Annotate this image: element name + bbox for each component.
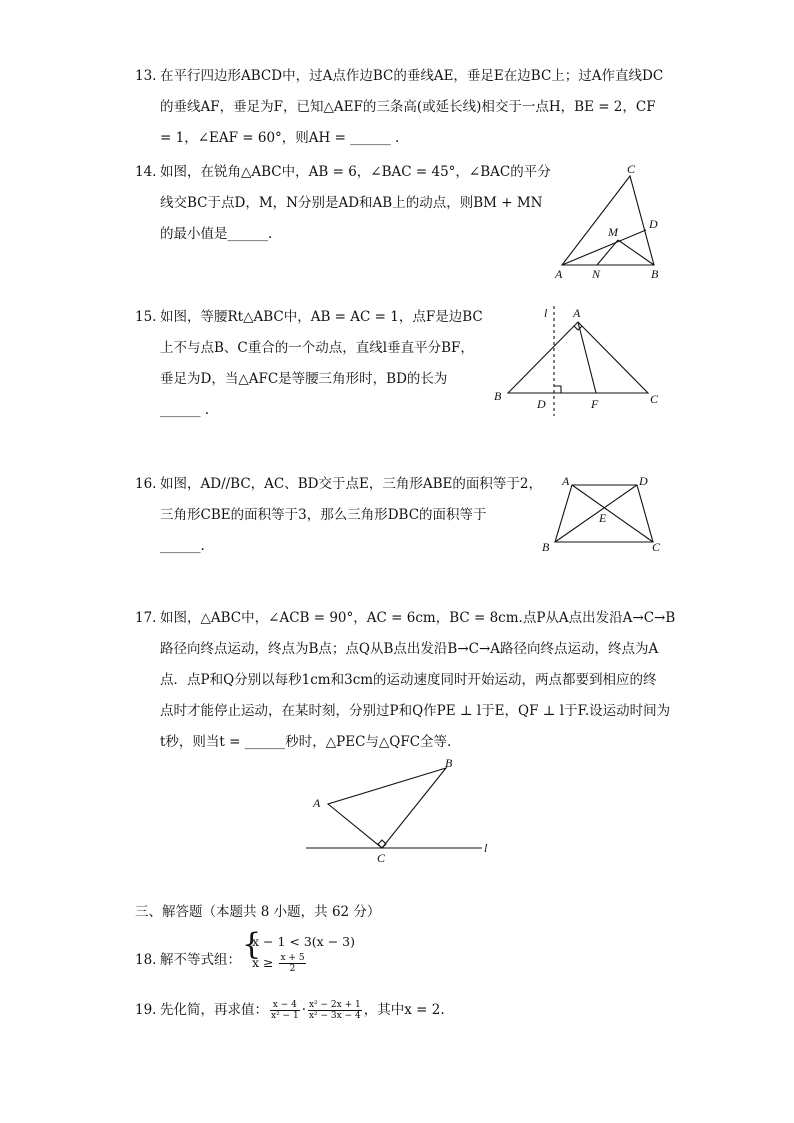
q14-figure <box>550 158 670 283</box>
q16-line-1: 如图，AD//BC，AC、BD交于点E，三角形ABE的面积等于2， <box>160 476 542 492</box>
q14-segment-mn <box>597 240 618 265</box>
q19-fraction-2-numerator: x² − 2x + 1 <box>308 1000 361 1010</box>
q15-label-c: C <box>650 392 659 406</box>
q16-label-c: C <box>652 540 661 554</box>
q17-number: 17. <box>135 610 157 626</box>
q16-line-2: 三角形CBE的面积等于3，那么三角形DBC的面积等于 <box>160 507 487 523</box>
q16-diagonal-ac <box>572 485 653 542</box>
q15-right-angle-mark-d <box>554 386 561 393</box>
q18-number: 18. <box>135 952 157 968</box>
q18-ineq2-lhs: x ≥ <box>252 955 274 970</box>
q13-line-2: 的垂线AF，垂足为F，已知△AEF的三条高(或延长线)相交于一点H，BE = 2，CF <box>160 99 656 115</box>
q16-label-b: B <box>542 540 550 554</box>
q14-number: 14. <box>135 164 157 180</box>
q13-line-3: = 1，∠EAF = 60°，则AH = ______ . <box>160 130 400 146</box>
q19-dot: · <box>301 1002 306 1018</box>
q15-line-3: 垂足为D，当△AFC是等腰三角形时，BD的长为 <box>160 371 448 387</box>
q19-number: 19. <box>135 1002 157 1018</box>
q16-figure <box>535 470 670 560</box>
q14-label-m: M <box>608 225 618 239</box>
q14-label-c: C <box>627 162 636 176</box>
q17-line-5: t秒，则当t = ______秒时，△PEC与△QFC全等. <box>160 734 452 750</box>
q14-line-1: 如图，在锐角△ABC中，AB = 6，∠BAC = 45°，∠BAC的平分 <box>160 164 551 180</box>
q19-fraction-2-denominator: x² − 3x − 4 <box>308 1011 361 1021</box>
q18-prefix: 解不等式组： <box>160 952 241 968</box>
q17-label-l: l <box>484 841 488 855</box>
q14-label-n: N <box>592 267 601 281</box>
q19-fraction-1-numerator: x − 4 <box>270 1000 300 1011</box>
q15-label-b: B <box>494 389 502 403</box>
q15-segment-af <box>578 322 596 393</box>
q18-inequality-2 <box>252 953 308 974</box>
q17-line-2: 路径向终点运动，终点为B点；点Q从B点出发沿B→C→A路径向终点运动，终点为A <box>160 641 659 657</box>
q15-triangle <box>508 322 648 393</box>
q18-brace: { <box>242 927 262 962</box>
q16-number: 16. <box>135 476 157 492</box>
q14-label-d: D <box>649 217 658 231</box>
q19-expression <box>160 996 445 1024</box>
q13-line-1: 在平行四边形ABCD中，过A点作边BC的垂线AE，垂足E在边BC上；过A作直线DC <box>160 68 664 84</box>
q15-number: 15. <box>135 309 157 325</box>
q14-line-3: 的最小值是______. <box>160 226 273 242</box>
q18-fraction <box>279 953 305 974</box>
q19-fraction-1 <box>270 1000 300 1021</box>
q19-prefix: 先化简，再求值： <box>160 1002 268 1018</box>
q15-label-l: l <box>544 306 548 320</box>
q17-line-3: 点．点P和Q分别以每秒1cm和3cm的运动速度同时开始运动，两点都要到相应的终 <box>160 672 657 688</box>
q17-label-a: A <box>313 796 321 810</box>
q18-inequality-1: x − 1 < 3(x − 3) <box>252 934 355 949</box>
q19-fraction-1-denominator: x² − 1 <box>271 1011 299 1021</box>
q19-fraction-2 <box>308 1000 362 1021</box>
q18-fraction-denominator: 2 <box>289 964 296 974</box>
q17-triangle <box>328 768 446 848</box>
q17-line-4: 点时才能停止运动，在某时刻，分别过P和Q作PE ⊥ l于E，QF ⊥ l于F.设运动时间为 <box>160 703 671 719</box>
q16-label-a: A <box>562 474 570 488</box>
q13-number: 13. <box>135 68 157 84</box>
q17-label-b: B <box>445 756 453 770</box>
q18-fraction-numerator: x + 5 <box>280 953 305 963</box>
q14-line-2: 线交BC于点D，M，N分别是AD和AB上的动点，则BM + MN <box>160 195 543 211</box>
q15-line-2: 上不与点B、C重合的一个动点，直线l垂直平分BF， <box>160 340 474 356</box>
q16-line-3: ______. <box>160 538 205 554</box>
q14-label-a: A <box>555 267 563 281</box>
q15-right-angle-mark-a <box>574 326 582 330</box>
section-heading: 三、解答题（本题共 8 小题，共 62 分） <box>135 904 381 920</box>
q15-label-d: D <box>537 397 546 411</box>
q15-label-f: F <box>591 397 599 411</box>
q17-label-c: C <box>377 851 386 865</box>
q16-label-e: E <box>599 511 607 525</box>
q14-label-b: B <box>651 267 659 281</box>
q17-figure <box>300 755 500 870</box>
q15-line-1: 如图，等腰Rt△ABC中，AB = AC = 1，点F是边BC <box>160 309 483 325</box>
q15-line-4: ______ . <box>160 402 210 418</box>
q14-bisector-ad <box>562 230 646 265</box>
q15-label-a: A <box>573 306 581 320</box>
q16-diagonal-bd <box>555 485 637 542</box>
q17-line-1: 如图，△ABC中，∠ACB = 90°，AC = 6cm，BC = 8cm.点P从A点出发沿A→C→B <box>160 610 676 626</box>
q15-figure <box>490 302 670 422</box>
q19-suffix: ，其中x = 2. <box>363 1002 445 1018</box>
q16-label-d: D <box>639 474 648 488</box>
